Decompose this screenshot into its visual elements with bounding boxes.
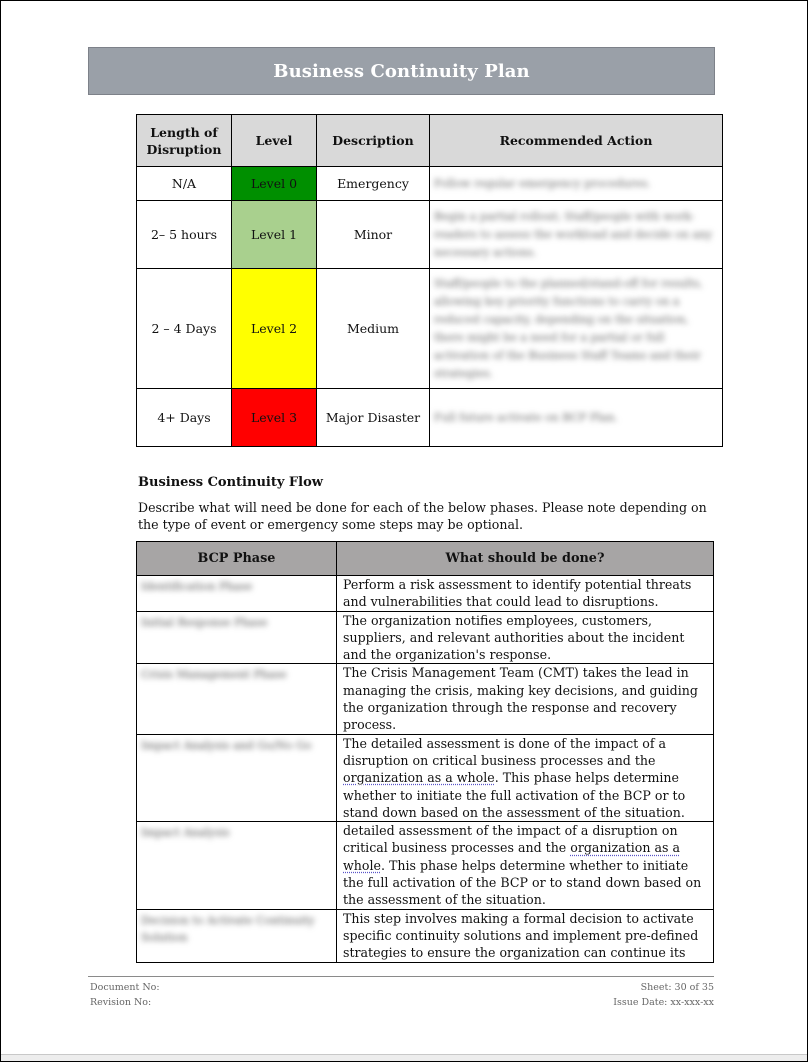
table-row (137, 734, 714, 821)
header-what-should-be-done: What should be done? (337, 542, 714, 576)
header-recommended-action: Recommended Action (430, 115, 723, 167)
table-row (137, 389, 723, 447)
redacted-text: Staff/people to the planned/stand-off for results, allowing key priority functions to carry on a reduced capacity, depending on the situation, there might be a need for a partial or full activation of the Business Staff Teams and their strategies. (434, 276, 703, 380)
length-cell: N/A (137, 167, 232, 201)
length-cell: 4+ Days (137, 389, 232, 447)
table-row (137, 201, 723, 269)
action-cell: This step involves making a formal decision to activate specific continuity solutions and implement pre-defined strategies to ensure the organization can continue its (337, 909, 714, 962)
action-cell (430, 167, 723, 201)
action-cell (337, 822, 714, 909)
level-cell-1: Level 1 (232, 201, 317, 269)
action-cell (430, 201, 723, 269)
section-heading-flow: Business Continuity Flow (138, 475, 323, 490)
header-length: Length of Disruption (137, 115, 232, 167)
document-title-banner (88, 47, 715, 95)
phase-cell (137, 909, 337, 962)
issue-date: Issue Date: xx-xxx-xx (613, 997, 714, 1008)
revision-number-label: Revision No: (90, 997, 152, 1008)
header-description: Description (317, 115, 430, 167)
phase-cell (137, 611, 337, 664)
action-cell: Perform a risk assessment to identify potential threats and vulnerabilities that could lead to disruptions. (337, 576, 714, 612)
document-title: Business Continuity Plan (273, 60, 530, 82)
redacted-phase: Identification Phase (141, 580, 253, 593)
action-text: . This phase helps determine whether to initiate the full activation of the BCP or to stand down based on the assessment of the situation. (343, 857, 702, 908)
description-cell: Minor (317, 201, 430, 269)
footer-left (90, 980, 160, 1010)
section-description: Describe what will need be done for each of the below phases. Please note depending on the type of event or emergency some steps may be optional. (138, 500, 707, 532)
table-row (137, 611, 714, 664)
description-cell: Medium (317, 269, 430, 389)
action-cell (430, 389, 723, 447)
action-cell: The Crisis Management Team (CMT) takes the lead in managing the crisis, making key decisions, and guiding the organization through the response and recovery process. (337, 664, 714, 734)
redacted-phase: Initial Response Phase (141, 615, 268, 629)
grammar-flagged-text: organization as a whole (343, 840, 680, 873)
description-cell: Emergency (317, 167, 430, 201)
table-row (137, 576, 714, 612)
level-cell-0: Level 0 (232, 167, 317, 201)
grammar-flagged-text: organization as a whole (343, 770, 495, 786)
table-row (137, 269, 723, 389)
header-level: Level (232, 115, 317, 167)
redacted-phase: Crisis Management Phase (141, 668, 287, 682)
length-cell: 2 – 4 Days (137, 269, 232, 389)
action-cell: The organization notifies employees, customers, suppliers, and relevant authorities about the incident and the organization's response. (337, 611, 714, 664)
action-cell (337, 734, 714, 821)
table-row (137, 167, 723, 201)
action-text: The detailed assessment is done of the impact of a disruption on critical business processes and the (343, 735, 666, 768)
disruption-level-table (136, 114, 723, 447)
footer-divider (88, 976, 714, 977)
redacted-text: Follow regular emergency procedures. (434, 176, 651, 190)
level-cell-3: Level 3 (232, 389, 317, 447)
footer-right (613, 980, 714, 1010)
redacted-text: Begin a partial rollout; Staff/people with work-readers to assess the workload and decide on any necessary actions. (434, 209, 713, 259)
document-number-label: Document No: (90, 982, 160, 993)
table-row (137, 822, 714, 909)
action-cell (430, 269, 723, 389)
table-row (137, 909, 714, 962)
bcp-flow-table (136, 541, 714, 963)
length-cell: 2– 5 hours (137, 201, 232, 269)
phase-cell (137, 576, 337, 612)
sheet-number: Sheet: 30 of 35 (640, 982, 714, 993)
page-bottom-strip (1, 1054, 807, 1061)
redacted-phase: Impact Analysis (141, 826, 230, 840)
phase-cell (137, 822, 337, 909)
table-row (137, 664, 714, 734)
description-cell: Major Disaster (317, 389, 430, 447)
redacted-text: Full future activate on BCP Plan. (434, 410, 618, 424)
redacted-phase: Decision to Activate Continuity Solution (141, 913, 315, 944)
header-bcp-phase: BCP Phase (137, 542, 337, 576)
level-cell-2: Level 2 (232, 269, 317, 389)
action-text: . This phase helps determine whether to initiate the full activation of the BCP or to stand down based on the assessment of the situation. (343, 770, 686, 820)
phase-cell (137, 664, 337, 734)
redacted-phase: Impact Analysis and Go/No Go (141, 738, 312, 752)
action-text: detailed assessment of the impact of a disruption on critical business processes and the (343, 823, 678, 856)
phase-cell (137, 734, 337, 821)
